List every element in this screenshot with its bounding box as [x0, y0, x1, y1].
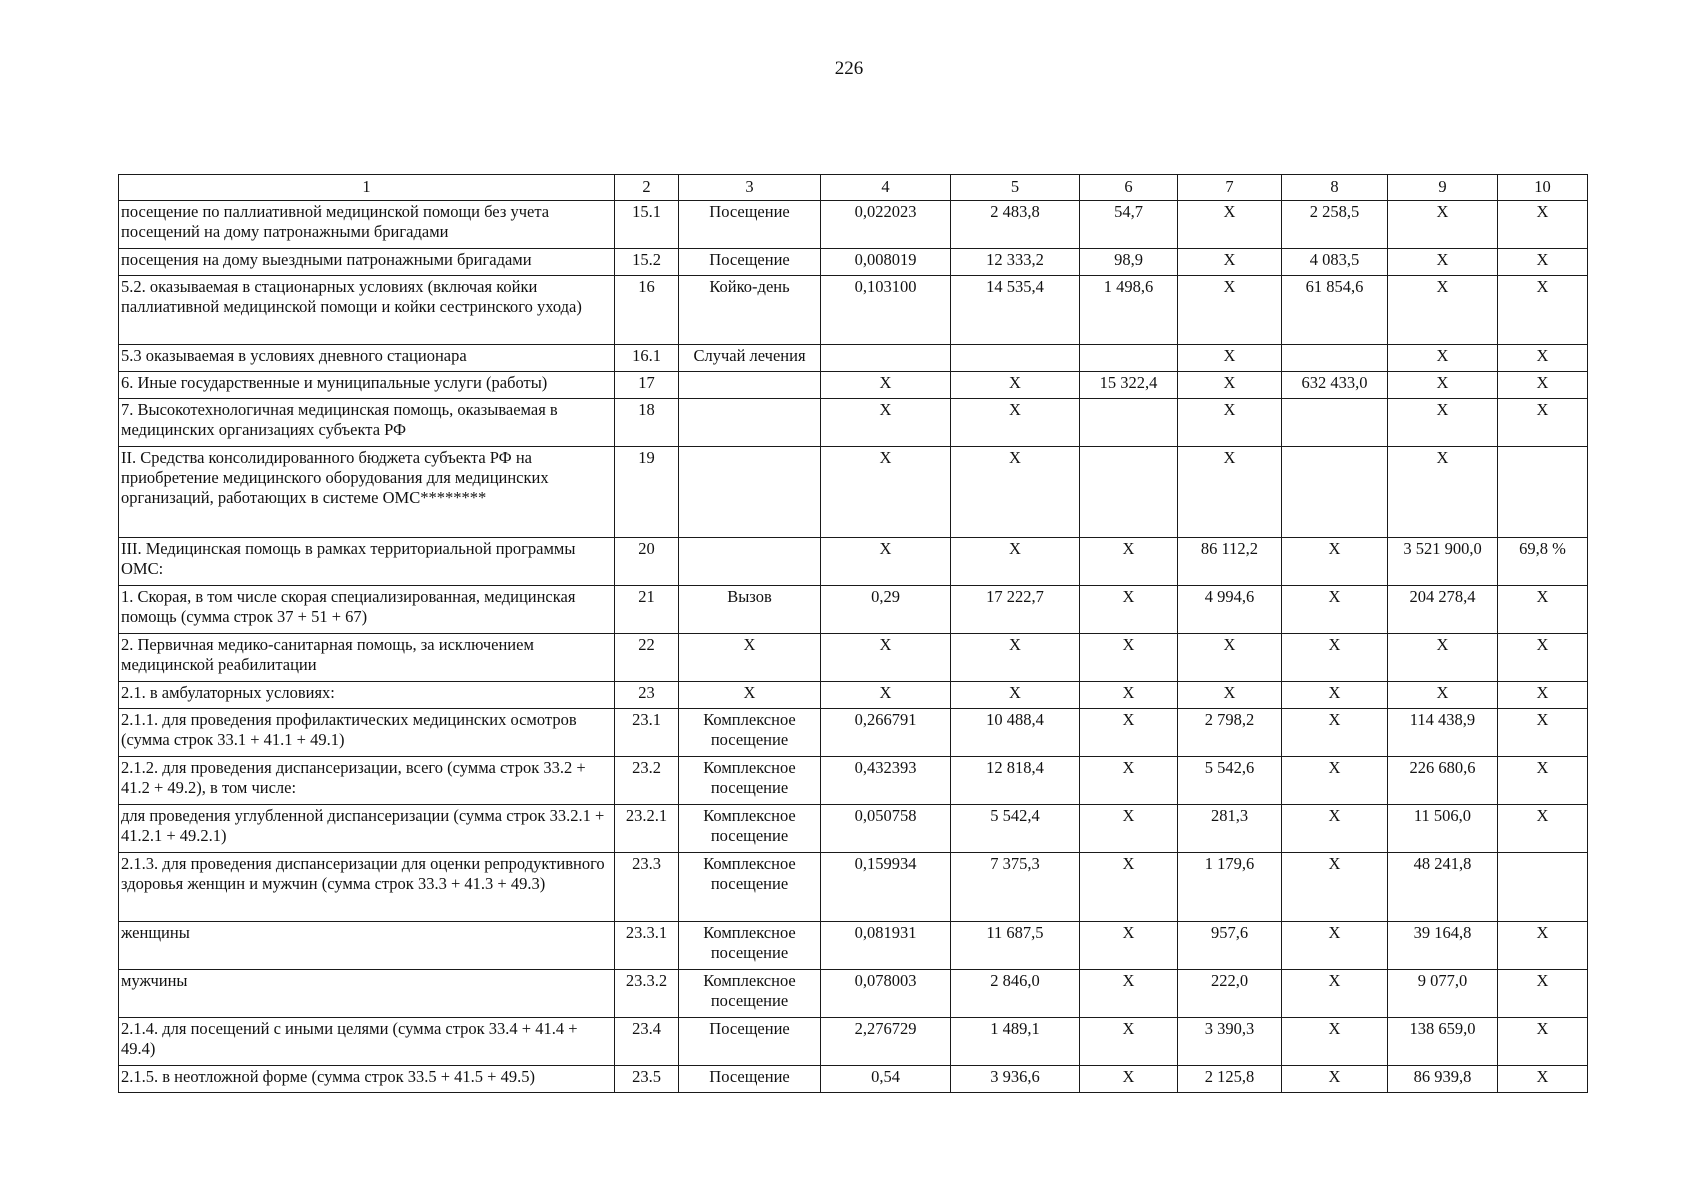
table-row	[119, 805, 1588, 853]
table-cell: X	[1080, 538, 1178, 586]
table-cell: X	[1178, 276, 1282, 345]
table-row	[119, 709, 1588, 757]
table-cell: 19	[615, 447, 679, 538]
table-cell-name: 2. Первичная медико-санитарная помощь, за исключением медицинской реабилитации	[119, 634, 615, 682]
table-cell: Посещение	[679, 1066, 821, 1093]
table-cell: 0,008019	[821, 249, 951, 276]
table-cell: 23.3	[615, 853, 679, 922]
table-cell	[1282, 447, 1388, 538]
table-cell: 4 083,5	[1282, 249, 1388, 276]
table-cell: 15.2	[615, 249, 679, 276]
table-cell: X	[1080, 682, 1178, 709]
table-cell: 226 680,6	[1388, 757, 1498, 805]
table-cell-name: 2.1. в амбулаторных условиях:	[119, 682, 615, 709]
table-cell: Комплексное посещение	[679, 922, 821, 970]
table-cell: 11 687,5	[951, 922, 1080, 970]
table-cell: X	[1388, 345, 1498, 372]
table-cell: 23.2.1	[615, 805, 679, 853]
table-cell: X	[1498, 372, 1588, 399]
table-cell	[679, 447, 821, 538]
table-cell: 1 179,6	[1178, 853, 1282, 922]
table-cell: 0,022023	[821, 201, 951, 249]
table-cell-name: III. Медицинская помощь в рамках территориальной программы ОМС:	[119, 538, 615, 586]
table-cell: 2,276729	[821, 1018, 951, 1066]
table-cell: X	[1498, 1066, 1588, 1093]
table-cell: X	[1080, 853, 1178, 922]
table-cell: 12 333,2	[951, 249, 1080, 276]
table-cell: 20	[615, 538, 679, 586]
table-cell: X	[951, 634, 1080, 682]
table-cell: X	[1498, 201, 1588, 249]
header-row	[119, 175, 1588, 201]
table-cell: 10 488,4	[951, 709, 1080, 757]
table-cell: 86 112,2	[1178, 538, 1282, 586]
table-cell: X	[951, 372, 1080, 399]
table-cell-name: II. Средства консолидированного бюджета субъекта РФ на приобретение медицинского оборудования для медицинских организаций, работающих в системе ОМС********	[119, 447, 615, 538]
table-cell-name: мужчины	[119, 970, 615, 1018]
table-cell: X	[821, 447, 951, 538]
table-cell: X	[1498, 805, 1588, 853]
table-cell: 2 483,8	[951, 201, 1080, 249]
table-cell: X	[1080, 634, 1178, 682]
table-cell: 15 322,4	[1080, 372, 1178, 399]
table-cell: 23	[615, 682, 679, 709]
table-cell-name: 2.1.3. для проведения диспансеризации для оценки репродуктивного здоровья женщин и мужчин (сумма строк 33.3 + 41.3 + 49.3)	[119, 853, 615, 922]
table-cell: X	[1282, 922, 1388, 970]
table-row	[119, 249, 1588, 276]
table-cell: Койко-день	[679, 276, 821, 345]
table-cell: X	[1498, 970, 1588, 1018]
table-cell: 23.5	[615, 1066, 679, 1093]
column-header: 6	[1080, 175, 1178, 201]
table-cell: 2 846,0	[951, 970, 1080, 1018]
table-cell: 0,103100	[821, 276, 951, 345]
table-cell: Комплексное посещение	[679, 853, 821, 922]
table-cell: 2 125,8	[1178, 1066, 1282, 1093]
table-cell: X	[1282, 805, 1388, 853]
table-cell: X	[1080, 1066, 1178, 1093]
table-cell-name: 2.1.1. для проведения профилактических медицинских осмотров (сумма строк 33.1 + 41.1 + 49.1)	[119, 709, 615, 757]
table-row	[119, 922, 1588, 970]
table-cell: 0,078003	[821, 970, 951, 1018]
table-cell: X	[1178, 447, 1282, 538]
table-cell: X	[1282, 757, 1388, 805]
table-cell: X	[1282, 970, 1388, 1018]
table-cell: Вызов	[679, 586, 821, 634]
table-cell: X	[1282, 634, 1388, 682]
table-cell: 17 222,7	[951, 586, 1080, 634]
table-cell: X	[1388, 399, 1498, 447]
table-cell: Комплексное посещение	[679, 709, 821, 757]
table-cell: X	[951, 399, 1080, 447]
table-cell-name: для проведения углубленной диспансеризации (сумма строк 33.2.1 + 41.2.1 + 49.2.1)	[119, 805, 615, 853]
table-cell: 0,159934	[821, 853, 951, 922]
table-cell: 2 258,5	[1282, 201, 1388, 249]
table-row	[119, 538, 1588, 586]
table-row	[119, 1018, 1588, 1066]
table-cell: X	[1282, 709, 1388, 757]
table-cell: X	[1498, 922, 1588, 970]
table-cell: X	[1388, 201, 1498, 249]
table-cell: X	[821, 399, 951, 447]
table-cell: 16	[615, 276, 679, 345]
table-cell: X	[1388, 682, 1498, 709]
table-cell: X	[1498, 757, 1588, 805]
table-cell-name: 5.3 оказываемая в условиях дневного стационара	[119, 345, 615, 372]
table-cell	[1080, 447, 1178, 538]
table-row	[119, 399, 1588, 447]
table-cell: 86 939,8	[1388, 1066, 1498, 1093]
table-cell: Посещение	[679, 201, 821, 249]
table-cell: 11 506,0	[1388, 805, 1498, 853]
page-number: 226	[834, 58, 864, 79]
table-cell: X	[1388, 634, 1498, 682]
table-cell: 5 542,4	[951, 805, 1080, 853]
table-cell: X	[821, 372, 951, 399]
table-cell: X	[821, 682, 951, 709]
column-header: 4	[821, 175, 951, 201]
table-cell	[1080, 345, 1178, 372]
table-cell: 0,081931	[821, 922, 951, 970]
table-cell: 23.4	[615, 1018, 679, 1066]
table-row	[119, 970, 1588, 1018]
table-cell: 3 936,6	[951, 1066, 1080, 1093]
table-cell: X	[1498, 709, 1588, 757]
data-table	[118, 174, 1588, 1093]
table-cell: X	[1080, 805, 1178, 853]
table-cell	[1498, 853, 1588, 922]
table-row	[119, 682, 1588, 709]
table-cell: 21	[615, 586, 679, 634]
table-cell: Комплексное посещение	[679, 805, 821, 853]
table-row	[119, 372, 1588, 399]
table-row	[119, 757, 1588, 805]
table-cell: X	[1080, 709, 1178, 757]
table-cell: X	[1498, 399, 1588, 447]
table-cell: X	[1282, 1066, 1388, 1093]
table-cell: X	[679, 682, 821, 709]
table-row	[119, 276, 1588, 345]
table-cell: 222,0	[1178, 970, 1282, 1018]
table-cell-name: 5.2. оказываемая в стационарных условиях (включая койки паллиативной медицинской помощи и койки сестринского ухода)	[119, 276, 615, 345]
table-cell-name: посещение по паллиативной медицинской помощи без учета посещений на дому патронажными бригадами	[119, 201, 615, 249]
table-cell: 39 164,8	[1388, 922, 1498, 970]
table-cell	[679, 399, 821, 447]
table-cell	[821, 345, 951, 372]
table-cell: X	[1388, 249, 1498, 276]
table-row	[119, 586, 1588, 634]
table-cell: 114 438,9	[1388, 709, 1498, 757]
table-cell: X	[1498, 586, 1588, 634]
table-cell: 69,8 %	[1498, 538, 1588, 586]
table-cell: X	[1080, 970, 1178, 1018]
table-cell: X	[1388, 372, 1498, 399]
table-row	[119, 447, 1588, 538]
table-cell: X	[1282, 682, 1388, 709]
table-cell: 23.3.1	[615, 922, 679, 970]
table-row	[119, 345, 1588, 372]
table-cell: X	[951, 538, 1080, 586]
table-row	[119, 201, 1588, 249]
table-row	[119, 853, 1588, 922]
table-cell: X	[1498, 249, 1588, 276]
table-cell	[679, 372, 821, 399]
table-cell: 61 854,6	[1282, 276, 1388, 345]
table-cell-name: 6. Иные государственные и муниципальные услуги (работы)	[119, 372, 615, 399]
table-cell: 3 390,3	[1178, 1018, 1282, 1066]
table-cell: X	[1282, 538, 1388, 586]
table-cell-name: 2.1.2. для проведения диспансеризации, всего (сумма строк 33.2 + 41.2 + 49.2), в том числе:	[119, 757, 615, 805]
table-cell: Посещение	[679, 249, 821, 276]
table-cell: 0,432393	[821, 757, 951, 805]
column-header: 3	[679, 175, 821, 201]
table-cell: 14 535,4	[951, 276, 1080, 345]
table-cell: X	[1080, 1018, 1178, 1066]
table-cell: 15.1	[615, 201, 679, 249]
table-row	[119, 634, 1588, 682]
table-cell: 9 077,0	[1388, 970, 1498, 1018]
table-cell: 98,9	[1080, 249, 1178, 276]
table-cell-name: 2.1.5. в неотложной форме (сумма строк 33.5 + 41.5 + 49.5)	[119, 1066, 615, 1093]
table-cell: X	[1080, 757, 1178, 805]
table-cell: X	[1080, 586, 1178, 634]
table-cell: 54,7	[1080, 201, 1178, 249]
table-cell: 23.2	[615, 757, 679, 805]
table-cell: X	[1178, 399, 1282, 447]
table-cell: X	[1178, 682, 1282, 709]
table-cell: 138 659,0	[1388, 1018, 1498, 1066]
table-cell: 957,6	[1178, 922, 1282, 970]
column-header: 5	[951, 175, 1080, 201]
table-cell: X	[1178, 345, 1282, 372]
table-cell: 16.1	[615, 345, 679, 372]
table-cell: X	[1178, 634, 1282, 682]
table-cell: X	[1178, 372, 1282, 399]
table-cell: 0,54	[821, 1066, 951, 1093]
table-cell: 5 542,6	[1178, 757, 1282, 805]
table-cell: 1 489,1	[951, 1018, 1080, 1066]
table-cell	[1282, 345, 1388, 372]
table-cell: X	[1498, 1018, 1588, 1066]
table-cell: X	[679, 634, 821, 682]
table-cell: 281,3	[1178, 805, 1282, 853]
table-cell: X	[821, 538, 951, 586]
table-cell: Комплексное посещение	[679, 970, 821, 1018]
table-cell: X	[1282, 1018, 1388, 1066]
table-cell: X	[821, 634, 951, 682]
table-cell: 0,050758	[821, 805, 951, 853]
table-cell: X	[1282, 853, 1388, 922]
table-cell-name: женщины	[119, 922, 615, 970]
table-cell: X	[1178, 201, 1282, 249]
table-row	[119, 1066, 1588, 1093]
column-header: 8	[1282, 175, 1388, 201]
table-cell: X	[951, 447, 1080, 538]
column-header: 10	[1498, 175, 1588, 201]
column-header: 1	[119, 175, 615, 201]
table-cell: 17	[615, 372, 679, 399]
table-cell: 3 521 900,0	[1388, 538, 1498, 586]
table-cell: 0,29	[821, 586, 951, 634]
table-cell: Случай лечения	[679, 345, 821, 372]
table-cell: Комплексное посещение	[679, 757, 821, 805]
table-cell: 23.3.2	[615, 970, 679, 1018]
table-cell	[1080, 399, 1178, 447]
table-cell: X	[1388, 447, 1498, 538]
table-cell: Посещение	[679, 1018, 821, 1066]
table-cell: 204 278,4	[1388, 586, 1498, 634]
table-cell-name: 2.1.4. для посещений с иными целями (сумма строк 33.4 + 41.4 + 49.4)	[119, 1018, 615, 1066]
table-cell: X	[951, 682, 1080, 709]
column-header: 9	[1388, 175, 1498, 201]
table-cell: X	[1498, 345, 1588, 372]
table-cell: 0,266791	[821, 709, 951, 757]
table-cell-name: 1. Скорая, в том числе скорая специализированная, медицинская помощь (сумма строк 37 + 51 + 67)	[119, 586, 615, 634]
table-cell: 23.1	[615, 709, 679, 757]
table-cell: X	[1282, 586, 1388, 634]
table-cell: X	[1080, 922, 1178, 970]
table-cell	[1282, 399, 1388, 447]
column-header: 2	[615, 175, 679, 201]
table-cell: X	[1178, 249, 1282, 276]
column-header: 7	[1178, 175, 1282, 201]
table-cell	[951, 345, 1080, 372]
table-cell: 22	[615, 634, 679, 682]
table-cell: X	[1388, 276, 1498, 345]
table-cell	[679, 538, 821, 586]
table-cell: 48 241,8	[1388, 853, 1498, 922]
table-cell: X	[1498, 276, 1588, 345]
table-cell: 2 798,2	[1178, 709, 1282, 757]
table-cell: 632 433,0	[1282, 372, 1388, 399]
table-cell: 4 994,6	[1178, 586, 1282, 634]
table-cell: 1 498,6	[1080, 276, 1178, 345]
table-cell: 12 818,4	[951, 757, 1080, 805]
table-cell-name: 7. Высокотехнологичная медицинская помощь, оказываемая в медицинских организациях субъекта РФ	[119, 399, 615, 447]
table-cell-name: посещения на дому выездными патронажными бригадами	[119, 249, 615, 276]
table-cell: X	[1498, 634, 1588, 682]
table-cell: X	[1498, 682, 1588, 709]
table-cell: 18	[615, 399, 679, 447]
table-cell: 7 375,3	[951, 853, 1080, 922]
table-cell	[1498, 447, 1588, 538]
